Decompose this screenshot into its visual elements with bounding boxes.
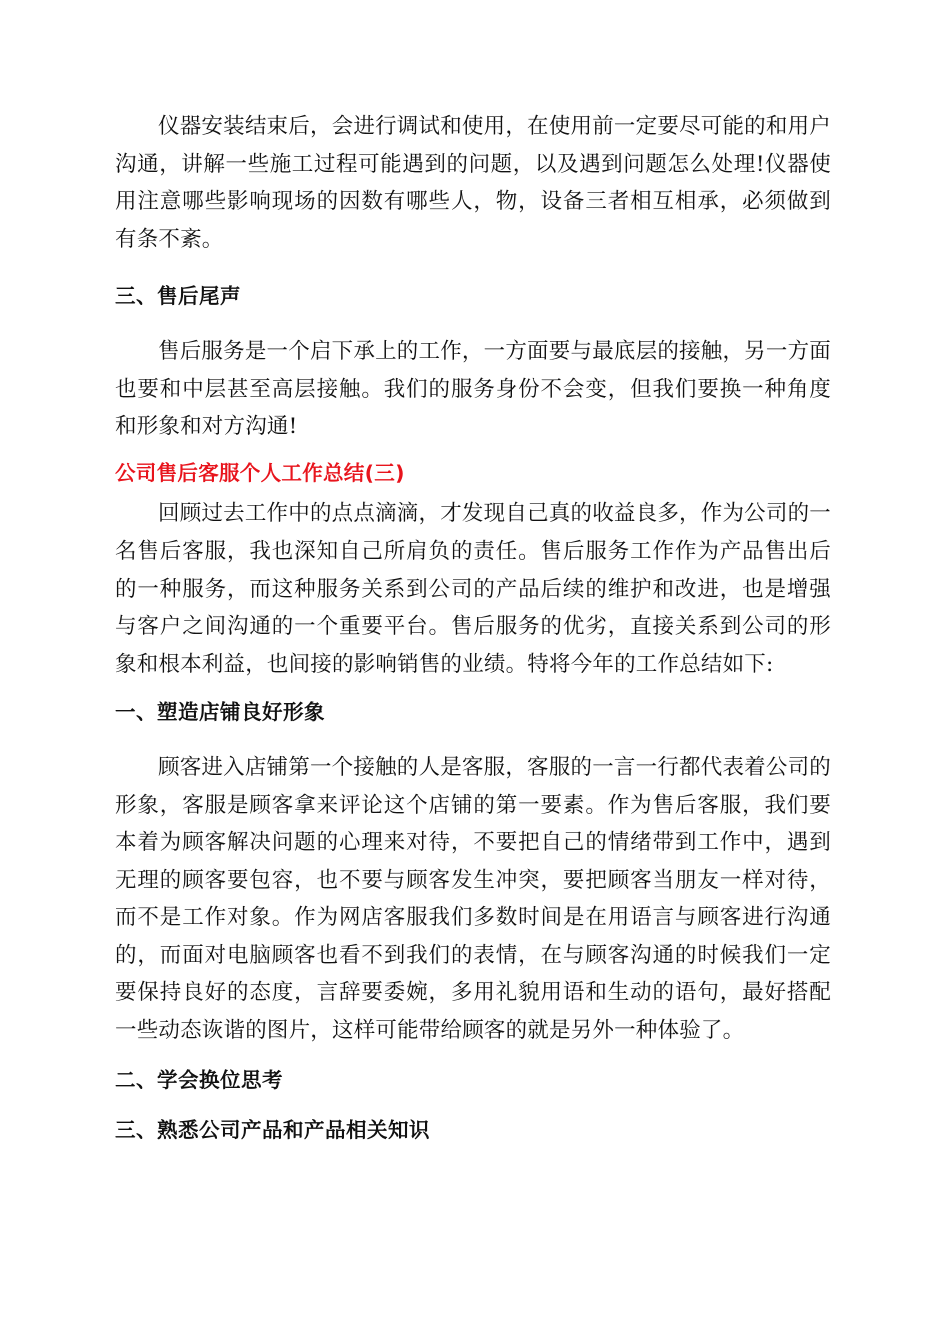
section-title: 公司售后客服个人工作总结(三) [115,460,405,485]
paragraph-installation: 仪器安装结束后，会进行调试和使用，在使用前一定要尽可能的和用户沟通，讲解一些施工过程可能遇到的问题，以及遇到问题怎么处理!仪器使用注意哪些影响现场的因数有哪些人，物，设备三者相互相承，必须做到有条不紊。 [115,114,831,252]
paragraph-customer-contact: 顾客进入店铺第一个接触的人是客服，客服的一言一行都代表着公司的形象，客服是顾客拿来评论这个店铺的第一要素。作为售后客服，我们要本着为顾客解决问题的心理来对待，不要把自己的情绪带到工作中，遇到无理的顾客要包容，也不要与顾客发生冲突，要把顾客当朋友一样对待，而不是工作对象。作为网店客服我们多数时间是在用语言与顾客进行沟通的，而面对电脑顾客也看不到我们的表情，在与顾客沟通的时候我们一定要保持良好的态度，言辞要委婉，多用礼貌用语和生动的语句，最好搭配一些动态诙谐的图片，这样可能带给顾客的就是另外一种体验了。 [115,754,831,1044]
heading-empathy: 二、学会换位思考 [115,1067,283,1092]
paragraph-review: 回顾过去工作中的点点滴滴，才发现自己真的收益良多，作为公司的一名售后客服，我也深知自己所肩负的责任。售后服务工作作为产品售出后的一种服务，而这种服务关系到公司的产品后续的维护和改进，也是增强与客户之间沟通的一个重要平台。售后服务的优劣，直接关系到公司的形象和根本利益，也间接的影响销售的业绩。特将今年的工作总结如下: [115,501,831,677]
document-page [115,108,831,1150]
paragraph-after-sales-service: 售后服务是一个启下承上的工作，一方面要与最底层的接触，另一方面也要和中层甚至高层接触。我们的服务身份不会变，但我们要换一种角度和形象和对方沟通! [115,338,831,440]
heading-product-knowledge: 三、熟悉公司产品和产品相关知识 [115,1118,430,1143]
heading-shop-image: 一、塑造店铺良好形象 [115,700,325,725]
heading-after-sales-ending: 三、售后尾声 [115,284,241,309]
